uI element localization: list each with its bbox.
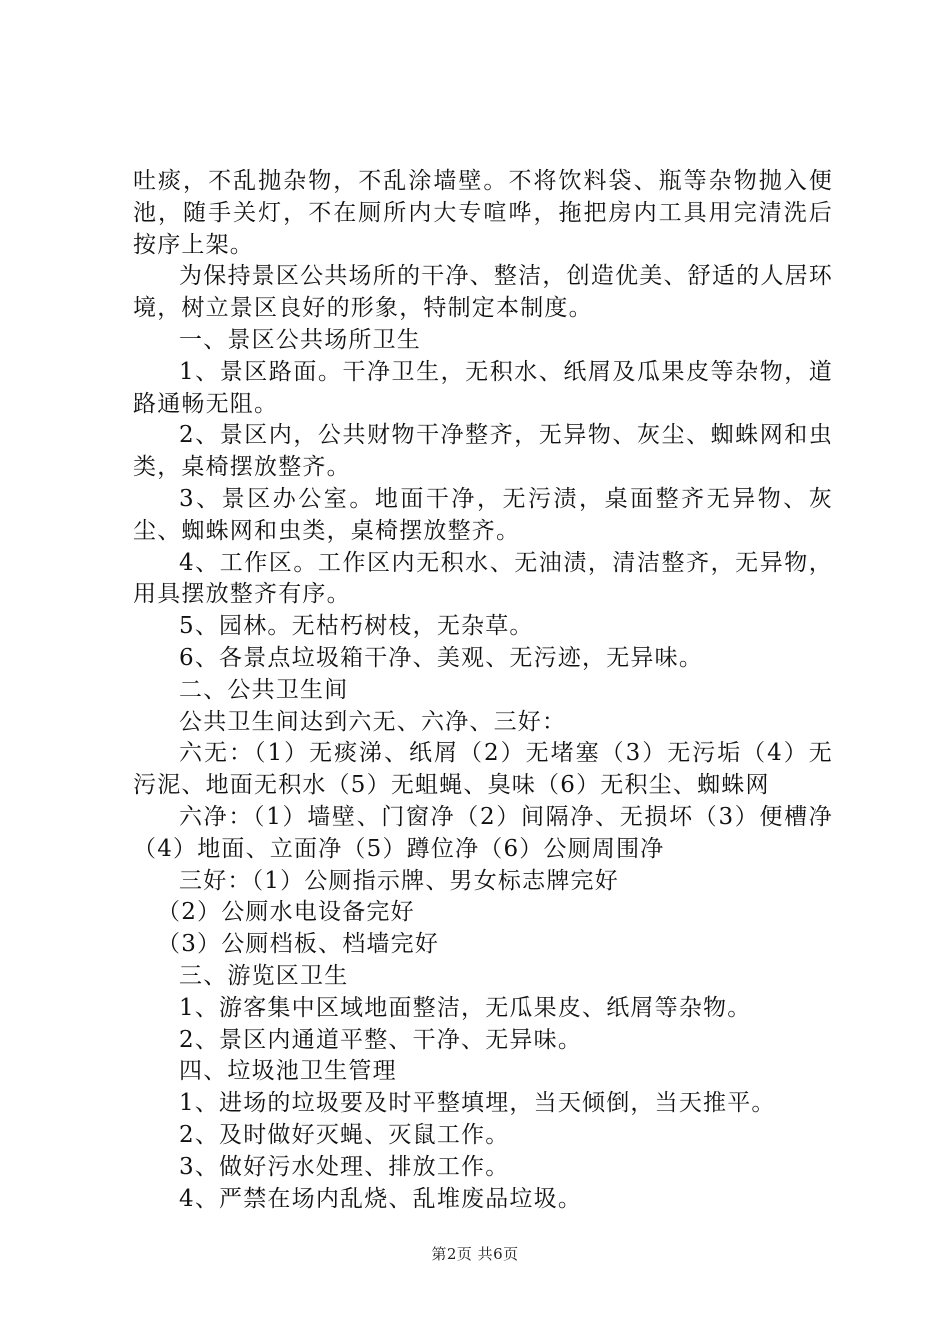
list-item: 4、严禁在场内乱烧、乱堆废品垃圾。 — [179, 1185, 583, 1212]
list-item: 2、景区内通道平整、干净、无异味。 — [179, 1026, 583, 1053]
page-footer — [0, 1244, 950, 1264]
paragraph: 公共卫生间达到六无、六净、三好： — [179, 708, 567, 735]
list-item: （3）公厕档板、档墙完好 — [157, 931, 440, 958]
list-item: 三好：（1）公厕指示牌、男女标志牌完好 — [179, 867, 619, 894]
list-item: 4、工作区。工作区内无积水、无油渍，清洁整齐，无异物，用具摆放整齐有序。 — [133, 549, 833, 608]
list-item: 2、及时做好灭蝇、灭鼠工作。 — [179, 1121, 510, 1148]
section-heading: 三、游览区卫生 — [179, 962, 349, 989]
section-heading: 一、景区公共场所卫生 — [179, 326, 421, 353]
section-heading: 二、公共卫生间 — [179, 676, 349, 703]
list-item: 1、景区路面。干净卫生，无积水、纸屑及瓜果皮等杂物，道路通畅无阻。 — [133, 358, 833, 417]
page-number-label: 第2页 共6页 — [431, 1245, 519, 1263]
list-item: 1、游客集中区域地面整洁，无瓜果皮、纸屑等杂物。 — [179, 994, 752, 1021]
paragraph: 为保持景区公共场所的干净、整洁，创造优美、舒适的人居环境，树立景区良好的形象，特制定本制度。 — [133, 263, 833, 322]
paragraph: 吐痰，不乱抛杂物，不乱涂墙壁。不将饮料袋、瓶等杂物抛入便池，随手关灯，不在厕所内大专喧哗，拖把房内工具用完清洗后按序上架。 — [133, 168, 833, 258]
list-item: （2）公厕水电设备完好 — [157, 899, 415, 926]
list-item: 2、景区内，公共财物干净整齐，无异物、灰尘、蜘蛛网和虫类，桌椅摆放整齐。 — [133, 422, 833, 481]
document-body — [133, 166, 833, 1215]
list-item: 六净：（1）墙壁、门窗净（2）间隔净、无损坏（3）便槽净（4）地面、立面净（5）蹲位净（6）公厕周围净 — [133, 803, 833, 862]
list-item: 1、进场的垃圾要及时平整填埋，当天倾倒，当天推平。 — [179, 1090, 776, 1117]
section-heading: 四、垃圾池卫生管理 — [179, 1058, 397, 1085]
list-item: 3、做好污水处理、排放工作。 — [179, 1153, 510, 1180]
list-item: 3、景区办公室。地面干净，无污渍，桌面整齐无异物、灰尘、蜘蛛网和虫类，桌椅摆放整齐。 — [133, 485, 833, 544]
list-item: 六无：（1）无痰涕、纸屑（2）无堵塞（3）无污垢（4）无污泥、地面无积水（5）无蛆蝇、臭味（6）无积尘、蜘蛛网 — [133, 740, 833, 799]
list-item: 5、园林。无枯朽树枝，无杂草。 — [179, 613, 534, 640]
list-item: 6、各景点垃圾箱干净、美观、无污迹，无异味。 — [179, 644, 704, 671]
